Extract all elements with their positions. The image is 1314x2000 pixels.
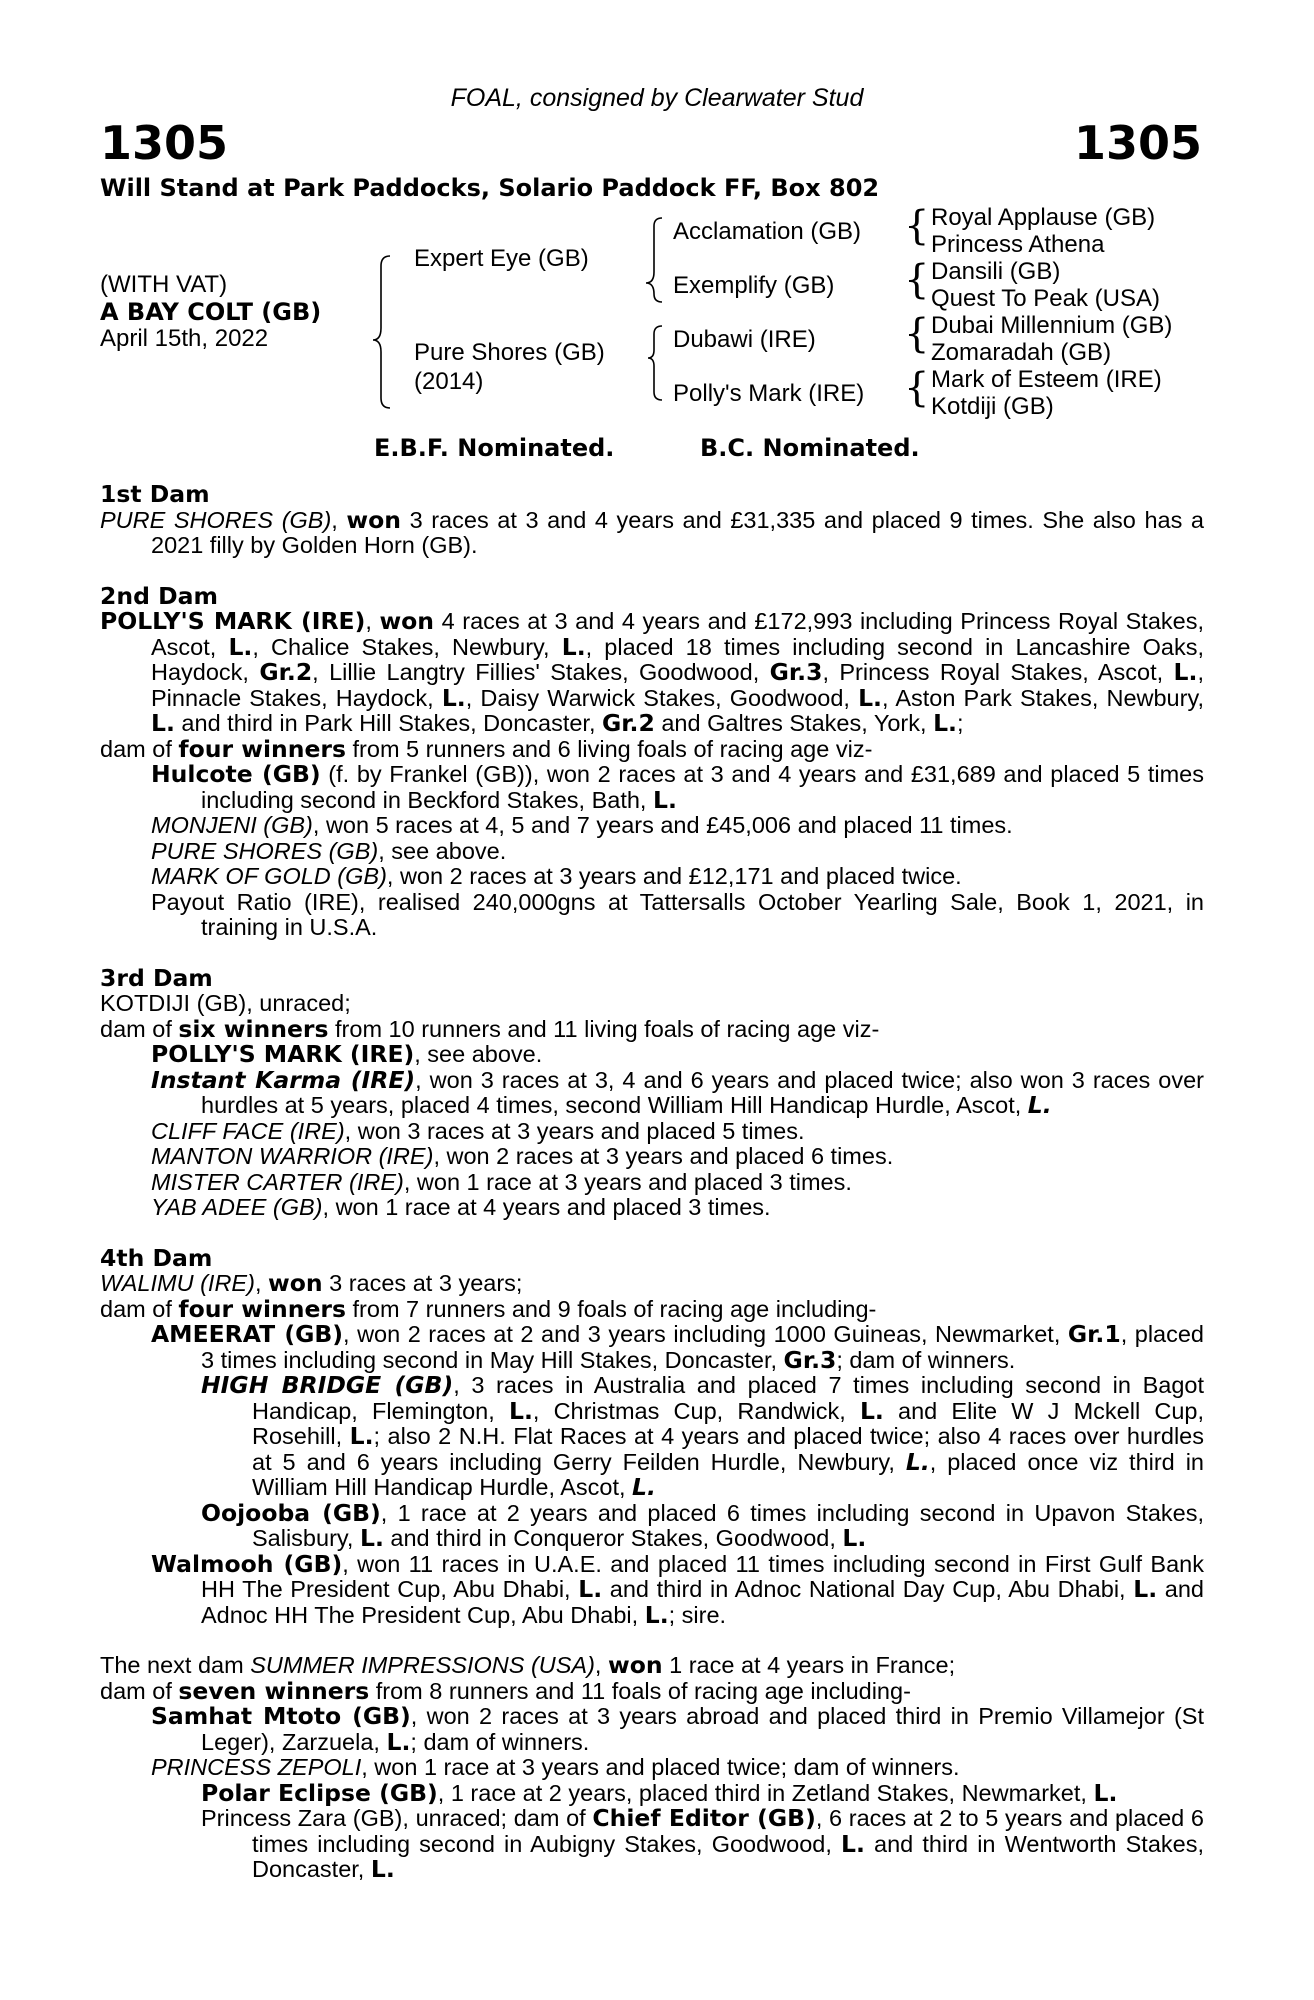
pedigree-sire: Expert Eye (GB)	[414, 245, 589, 272]
pedigree-sire-sire: Acclamation (GB)	[673, 218, 862, 245]
first-dam-entry: PURE SHORES (GB), won 3 races at 3 and 4 years and £31,335 and placed 9 times. She also has a 2021 filly by Golden Horn (GB).	[100, 505, 1204, 558]
third-dam-entry: KOTDIJI (GB), unraced;	[100, 990, 351, 1016]
produce-walmooh: Walmooh (GB), won 11 races in U.A.E. and placed 11 times including second in First Gulf Bank HH The President Cup, Abu Dhabi, L. and third in Adnoc National Day Cup, Abu Dhabi, L. and Adnoc HH The President Cup, Abu Dhabi, L.; sire.	[151, 1549, 1204, 1629]
pedigree-g2: Princess Athena	[931, 231, 1105, 258]
pedigree-g8: Kotdiji (GB)	[931, 393, 1054, 420]
pedigree-dam-year: (2014)	[414, 368, 484, 395]
fourth-dam-heading: 4th Dam	[100, 1243, 213, 1272]
first-dam-heading: 1st Dam	[100, 480, 210, 508]
produce-samhat-mtoto: Samhat Mtoto (GB), won 2 races at 3 years abroad and placed third in Premio Villamejor (St Leger), Zarzuela, L.; dam of winners.	[151, 1702, 1204, 1756]
produce-yab-adee: YAB ADEE (GB), won 1 race at 4 years and placed 3 times.	[151, 1194, 771, 1220]
consignment-line: FOAL, consigned by Clearwater Stud	[450, 84, 864, 112]
produce-hulcote: Hulcote (GB) (f. by Frankel (GB)), won 2 races at 3 and 4 years and £31,689 and placed 5 times including second in Beckford Stakes, Bath, L.	[151, 760, 1204, 814]
brace-3: {	[904, 311, 930, 357]
pedigree-dam-sire: Dubawi (IRE)	[673, 326, 816, 353]
pedigree-g5: Dubai Millennium (GB)	[931, 312, 1173, 339]
second-dam-entry: POLLY'S MARK (IRE), won 4 races at 3 and 4 years and £172,993 including Princess Royal Stakes, Ascot, L., Chalice Stakes, Newbury, L., placed 18 times including second in Lancashire Oaks, Haydock, Gr.2, Lillie Langtry Fillies' Stakes, Goodwood, Gr.3, Princess Royal Stakes, Ascot, L., Pinnacle Stakes, Haydock, L., Daisy Warwick Stakes, Goodwood, L., Aston Park Stakes, Newbury, L. and third in Park Hill Stakes, Doncaster, Gr.2 and Galtres Stakes, York, L.;	[100, 607, 1205, 737]
produce-oojooba: Oojooba (GB), 1 race at 2 years and placed 6 times including second in Upavon Stakes, Salisbury, L. and third in Conqueror Stakes, Goodwood, L.	[201, 1498, 1204, 1552]
stand-location: Will Stand at Park Paddocks, Solario Paddock FF, Box 802	[100, 174, 880, 202]
produce-pure-shores: PURE SHORES (GB), see above.	[151, 837, 507, 864]
brace-2: {	[904, 257, 930, 303]
brace-1: {	[904, 203, 930, 249]
pedigree-g4: Quest To Peak (USA)	[931, 285, 1160, 312]
third-dam-produce-summary: dam of six winners from 10 runners and 11 living foals of racing age viz-	[100, 1014, 880, 1043]
produce-cliff-face: CLIFF FACE (IRE), won 3 races at 3 years and placed 5 times.	[151, 1117, 805, 1144]
lot-number-left: 1305	[100, 116, 229, 170]
pedigree-g3: Dansili (GB)	[931, 258, 1061, 285]
next-dam-entry: The next dam SUMMER IMPRESSIONS (USA), won 1 race at 4 years in France;	[100, 1651, 956, 1679]
next-dam-produce-summary: dam of seven winners from 8 runners and 11 foals of racing age including-	[100, 1676, 911, 1705]
vat-note: (WITH VAT)	[100, 271, 228, 298]
ebf-nominated: E.B.F. Nominated.	[374, 434, 615, 462]
fourth-dam-produce-summary: dam of four winners from 7 runners and 9 foals of racing age including-	[100, 1294, 877, 1323]
foaling-date: April 15th, 2022	[100, 325, 269, 352]
second-dam-produce-summary: dam of four winners from 5 runners and 6 living foals of racing age viz-	[100, 734, 873, 763]
lot-number-right: 1305	[1073, 116, 1202, 170]
produce-payout-ratio: Payout Ratio (IRE), realised 240,000gns at Tattersalls October Yearling Sale, Book 1, 2021, in training in U.S.A.	[151, 888, 1204, 940]
bc-nominated: B.C. Nominated.	[700, 434, 920, 462]
pedigree-dam-dam: Polly's Mark (IRE)	[673, 380, 865, 407]
produce-princess-zara: Princess Zara (GB), unraced; dam of Chief Editor (GB), 6 races at 2 to 5 years and placed 6 times including second in Aubigny Stakes, Goodwood, L. and third in Wentworth Stakes, Doncaster, L.	[201, 1804, 1204, 1883]
pedigree-g6: Zomaradah (GB)	[931, 339, 1112, 366]
produce-mister-carter: MISTER CARTER (IRE), won 1 race at 3 years and placed 3 times.	[151, 1168, 852, 1195]
produce-mark-of-gold: MARK OF GOLD (GB), won 2 races at 3 years and £12,171 and placed twice.	[151, 863, 962, 889]
produce-ameerat: AMEERAT (GB), won 2 races at 2 and 3 years including 1000 Guineas, Newmarket, Gr.1, placed 3 times including second in May Hill Stakes, Doncaster, Gr.3; dam of winners.	[151, 1320, 1205, 1374]
produce-instant-karma: Instant Karma (IRE), won 3 races at 3, 4 and 6 years and placed twice; also won 3 races over hurdles at 5 years, placed 4 times, second William Hill Handicap Hurdle, Ascot, L.	[151, 1065, 1204, 1119]
second-dam-heading: 2nd Dam	[100, 581, 218, 610]
produce-monjeni: MONJENI (GB), won 5 races at 4, 5 and 7 years and £45,006 and placed 11 times.	[151, 812, 1013, 838]
pedigree-dam: Pure Shores (GB)	[414, 339, 605, 366]
pedigree-g1: Royal Applause (GB)	[931, 204, 1156, 231]
catalogue-body	[100, 482, 1204, 1883]
third-dam-heading: 3rd Dam	[100, 963, 213, 992]
fourth-dam-entry: WALIMU (IRE), won 3 races at 3 years;	[100, 1269, 523, 1297]
produce-manton-warrior: MANTON WARRIOR (IRE), won 2 races at 3 years and placed 6 times.	[151, 1143, 894, 1169]
brace-4: {	[904, 365, 930, 411]
subject-name: A BAY COLT (GB)	[100, 298, 322, 326]
pedigree-g7: Mark of Esteem (IRE)	[931, 366, 1162, 393]
produce-pollys-mark: POLLY'S MARK (IRE), see above.	[151, 1040, 543, 1068]
produce-princess-zepoli: PRINCESS ZEPOLI, won 1 race at 3 years and placed twice; dam of winners.	[151, 1754, 960, 1780]
produce-polar-eclipse: Polar Eclipse (GB), 1 race at 2 years, placed third in Zetland Stakes, Newmarket, L.	[201, 1778, 1118, 1807]
produce-high-bridge: HIGH BRIDGE (GB), 3 races in Australia and placed 7 times including second in Bagot Handicap, Flemington, L., Christmas Cup, Randwick, L. and Elite W J Mckell Cup, Rosehill, L.; also 2 N.H. Flat Races at 4 years and placed twice; also 4 races over hurdles at 5 and 6 years including Gerry Feilden Hurdle, Newbury, L., placed once viz third in William Hill Handicap Hurdle, Ascot, L.	[201, 1371, 1205, 1501]
pedigree-sire-dam: Exemplify (GB)	[673, 272, 835, 299]
